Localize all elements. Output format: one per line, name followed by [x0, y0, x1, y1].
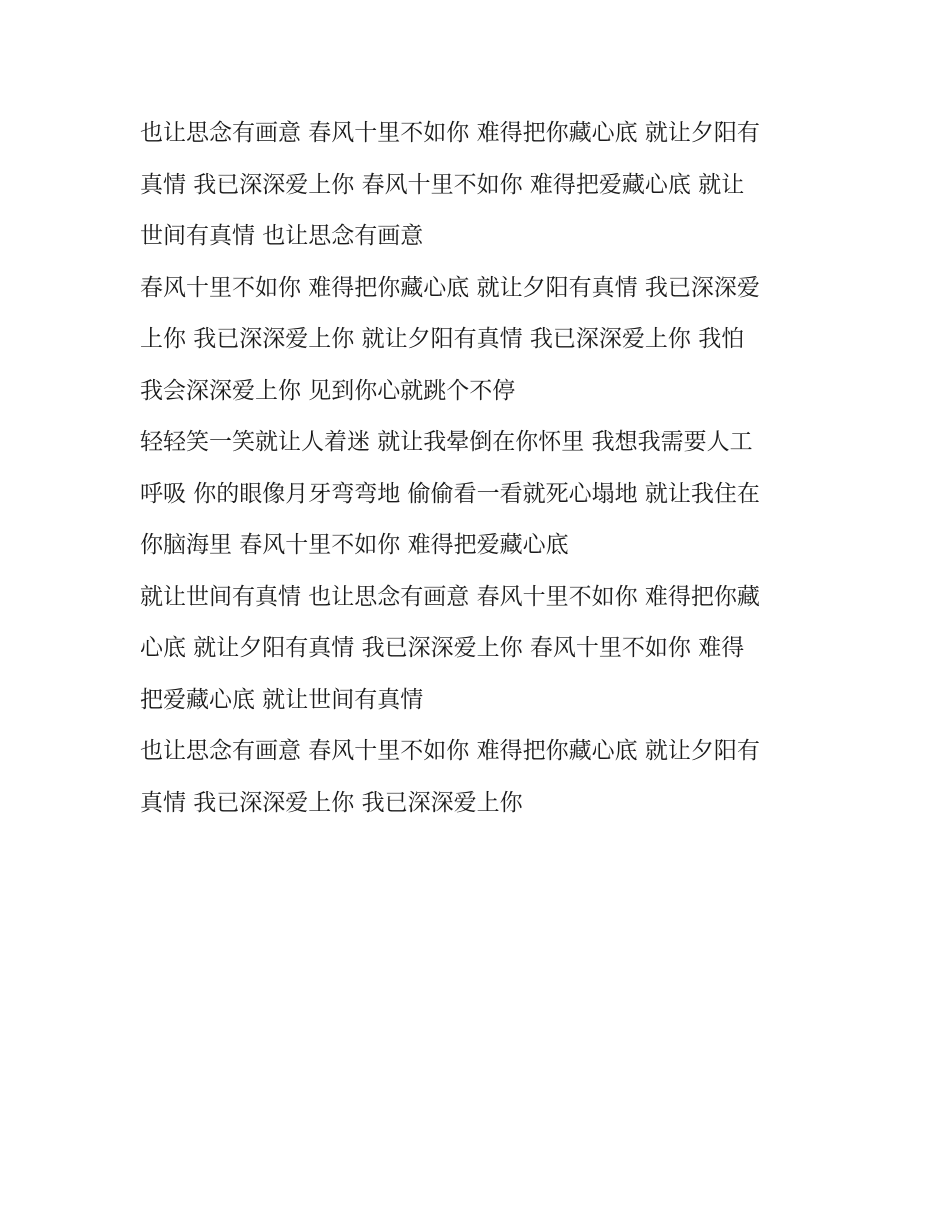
lyrics-line: 也让思念有画意 春风十里不如你 难得把你藏心底 就让夕阳有	[140, 120, 760, 146]
lyrics-line: 真情 我已深深爱上你 春风十里不如你 难得把爱藏心底 就让	[140, 171, 745, 198]
lyrics-line: 把爱藏心底 就让世间有真情	[140, 686, 424, 713]
lyrics-line: 就让世间有真情 也让思念有画意 春风十里不如你 难得把你藏	[140, 583, 760, 610]
lyrics-line: 真情 我已深深爱上你 我已深深爱上你	[140, 789, 523, 816]
lyrics-line: 呼吸 你的眼像月牙弯弯地 偷偷看一看就死心塌地 就让我住在	[140, 480, 760, 507]
lyrics-line: 上你 我已深深爱上你 就让夕阳有真情 我已深深爱上你 我怕	[140, 326, 745, 352]
lyrics-text-block	[140, 108, 812, 829]
lyrics-line: 也让思念有画意 春风十里不如你 难得把你藏心底 就让夕阳有	[140, 738, 760, 764]
lyrics-line: 春风十里不如你 难得把你藏心底 就让夕阳有真情 我已深深爱	[140, 274, 760, 301]
lyrics-line: 你脑海里 春风十里不如你 难得把爱藏心底	[140, 532, 569, 558]
lyrics-line: 我会深深爱上你 见到你心就跳个不停	[140, 377, 516, 404]
lyrics-line: 轻轻笑一笑就让人着迷 就让我晕倒在你怀里 我想我需要人工	[140, 429, 753, 455]
lyrics-line: 心底 就让夕阳有真情 我已深深爱上你 春风十里不如你 难得	[140, 635, 745, 661]
lyrics-line: 世间有真情 也让思念有画意	[140, 223, 424, 249]
